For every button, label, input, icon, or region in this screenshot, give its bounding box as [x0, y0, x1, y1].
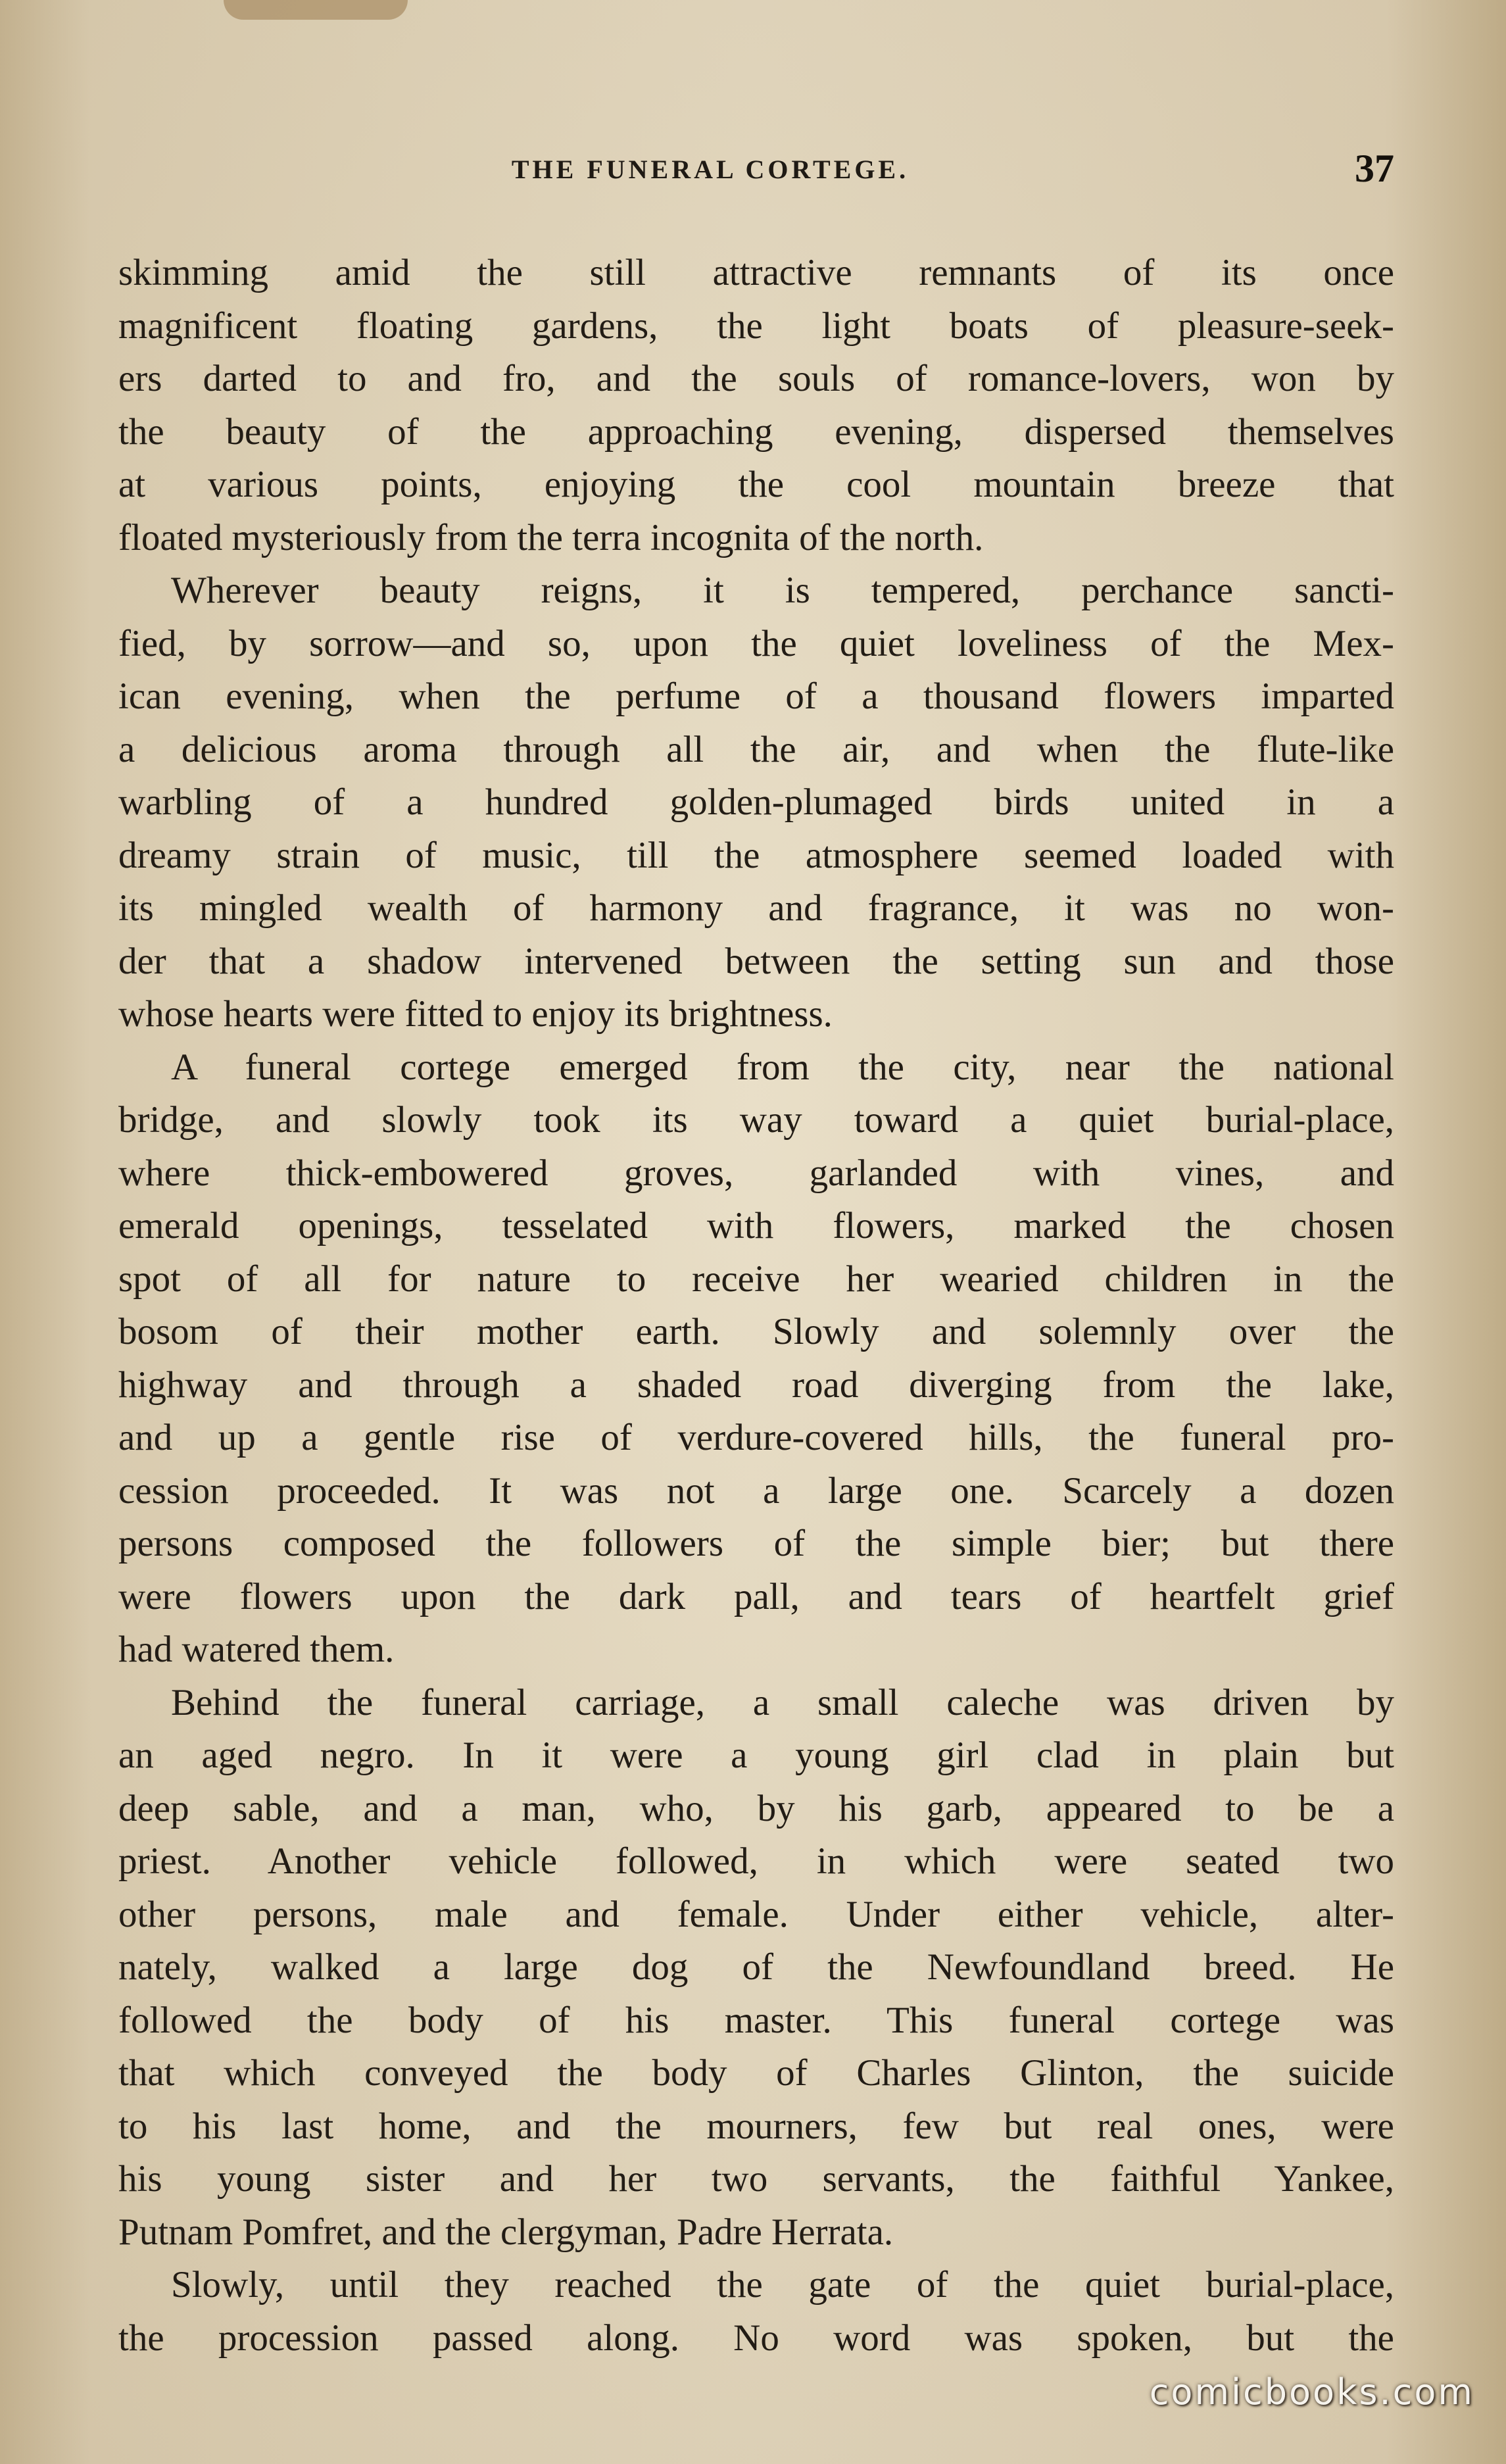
- text-line: skimming amid the still attractive remnants of its once: [118, 252, 1394, 293]
- text-line: other persons, male and female. Under either vehicle, alter-: [118, 1893, 1394, 1935]
- text-line: dreamy strain of music, till the atmosphere seemed loaded with: [118, 834, 1394, 876]
- text-line: and up a gentle rise of verdure-covered hills, the funeral pro-: [118, 1417, 1394, 1458]
- text-line: Slowly, until they reached the gate of the quiet burial-place,: [171, 2264, 1394, 2305]
- text-line: Putnam Pomfret, and the clergyman, Padre Herrata.: [118, 2211, 894, 2253]
- text-line: floated mysteriously from the terra incognita of the north.: [118, 516, 984, 558]
- text-line: warbling of a hundred golden-plumaged birds united in a: [118, 781, 1394, 823]
- text-line: magnificent floating gardens, the light boats of pleasure-seek-: [118, 305, 1394, 347]
- text-line: where thick-embowered groves, garlanded with vines, and: [118, 1152, 1394, 1194]
- text-line: highway and through a shaded road diverging from the lake,: [118, 1364, 1394, 1406]
- text-line: nately, walked a large dog of the Newfoundland breed. He: [118, 1946, 1394, 1988]
- text-line: der that a shadow intervened between the setting sun and those: [118, 940, 1394, 982]
- text-line: an aged negro. In it were a young girl clad in plain but: [118, 1735, 1394, 1776]
- text-line: followed the body of his master. This funeral cortege was: [118, 1999, 1394, 2041]
- text-line: ers darted to and fro, and the souls of romance-lovers, won by: [118, 358, 1394, 399]
- running-title: THE FUNERAL CORTEGE.: [511, 155, 910, 184]
- text-line: deep sable, and a man, who, by his garb, appeared to be a: [118, 1787, 1394, 1829]
- text-line: priest. Another vehicle followed, in which were seated two: [118, 1840, 1394, 1882]
- text-line: bosom of their mother earth. Slowly and solemnly over the: [118, 1311, 1394, 1352]
- text-line: the beauty of the approaching evening, dispersed themselves: [118, 410, 1394, 453]
- text-line: its mingled wealth of harmony and fragrance, it was no won-: [118, 887, 1394, 929]
- page-number: 37: [1355, 147, 1394, 190]
- text-line: at various points, enjoying the cool mountain breeze that: [118, 464, 1394, 505]
- text-line: Wherever beauty reigns, it is tempered, perchance sancti-: [171, 570, 1394, 611]
- page-header: [125, 146, 1401, 192]
- paper-stain: [224, 0, 408, 20]
- text-line: the procession passed along. No word was spoken, but the: [118, 2317, 1394, 2359]
- watermark: comicbooks.com: [1149, 2371, 1474, 2413]
- text-line: whose hearts were fitted to enjoy its brightness.: [118, 993, 833, 1035]
- text-line: spot of all for nature to receive her wearied children in the: [118, 1258, 1394, 1300]
- text-line: Behind the funeral carriage, a small caleche was driven by: [171, 1681, 1394, 1723]
- text-line: to his last home, and the mourners, few but real ones, were: [118, 2105, 1394, 2147]
- text-line: his young sister and her two servants, the faithful Yankee,: [118, 2158, 1394, 2200]
- text-line: had watered them.: [118, 1629, 395, 1670]
- text-line: A funeral cortege emerged from the city, near the national: [171, 1046, 1394, 1088]
- text-line: that which conveyed the body of Charles Glinton, the suicide: [118, 2052, 1394, 2094]
- text-line: ican evening, when the perfume of a thousand flowers imparted: [118, 676, 1394, 717]
- body-text: [118, 247, 1394, 2365]
- text-line: were flowers upon the dark pall, and tears of heartfelt grief: [118, 1575, 1394, 1617]
- text-line: persons composed the followers of the simple bier; but there: [118, 1523, 1394, 1564]
- text-line: fied, by sorrow—and so, upon the quiet loveliness of the Mex-: [118, 622, 1394, 664]
- text-line: a delicious aroma through all the air, and when the flute-like: [118, 728, 1394, 770]
- text-line: bridge, and slowly took its way toward a quiet burial-place,: [118, 1099, 1394, 1141]
- text-line: cession proceeded. It was not a large one. Scarcely a dozen: [118, 1469, 1394, 1512]
- text-line: emerald openings, tesselated with flowers, marked the chosen: [118, 1205, 1394, 1246]
